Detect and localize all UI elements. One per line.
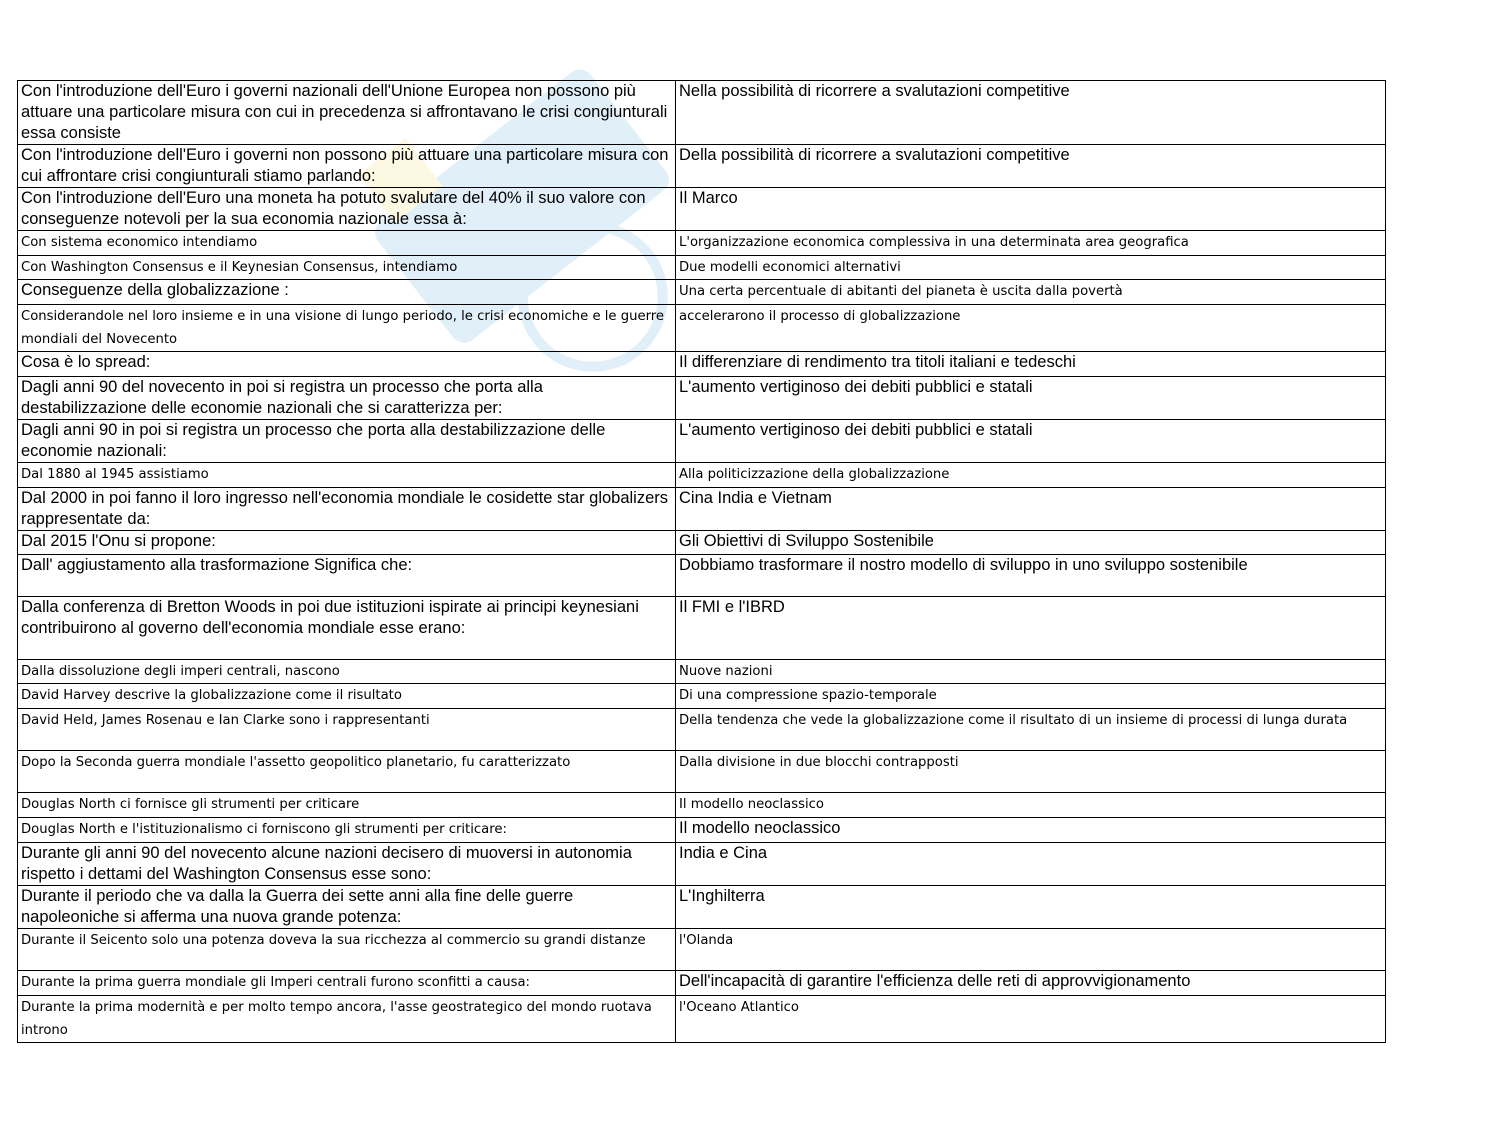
question-cell: Douglas North e l'istituzionalismo ci forniscono gli strumenti per criticare: — [18, 818, 676, 843]
question-cell: Durante gli anni 90 del novecento alcune nazioni decisero di muoversi in autonomia rispetto i dettami del Washington Consensus esse sono: — [18, 843, 676, 886]
answer-cell: Della possibilità di ricorrere a svalutazioni competitive — [676, 145, 1386, 188]
question-cell: Dalla conferenza di Bretton Woods in poi due istituzioni ispirate ai principi keynesiani contribuirono al governo dell'economia mondiale esse erano: — [18, 597, 676, 660]
table-row — [18, 81, 1386, 145]
question-cell: David Harvey descrive la globalizzazione come il risultato — [18, 684, 676, 709]
answer-cell: Cina India e Vietnam — [676, 488, 1386, 531]
table-row — [18, 660, 1386, 684]
table-row — [18, 597, 1386, 660]
question-cell: Dagli anni 90 del novecento in poi si registra un processo che porta alla destabilizzazione delle economie nazionali che si caratterizza per: — [18, 377, 676, 420]
question-cell: Durante il Seicento solo una potenza doveva la sua ricchezza al commercio su grandi distanze — [18, 929, 676, 971]
answer-cell: Il differenziare di rendimento tra titoli italiani e tedeschi — [676, 352, 1386, 377]
table-row — [18, 709, 1386, 751]
table-row — [18, 843, 1386, 886]
table-row — [18, 684, 1386, 709]
question-cell: David Held, James Rosenau e Ian Clarke sono i rappresentanti — [18, 709, 676, 751]
answer-cell: India e Cina — [676, 843, 1386, 886]
answer-cell: Della tendenza che vede la globalizzazione come il risultato di un insieme di processi di lunga durata — [676, 709, 1386, 751]
question-cell: Dal 1880 al 1945 assistiamo — [18, 463, 676, 488]
table-row — [18, 929, 1386, 971]
table-row — [18, 463, 1386, 488]
table-row — [18, 531, 1386, 555]
question-cell: Durante la prima modernità e per molto tempo ancora, l'asse geostrategico del mondo ruotava introno — [18, 996, 676, 1043]
table-row — [18, 280, 1386, 305]
answer-cell: Una certa percentuale di abitanti del pianeta è uscita dalla povertà — [676, 280, 1386, 305]
question-cell: Durante la prima guerra mondiale gli Imperi centrali furono sconfitti a causa: — [18, 971, 676, 996]
answer-cell: Il FMI e l'IBRD — [676, 597, 1386, 660]
question-cell: Con l'introduzione dell'Euro i governi nazionali dell'Unione Europea non possono più attuare una particolare misura con cui in precedenza si affrontavano le crisi congiunturali essa consiste — [18, 81, 676, 145]
answer-cell: Due modelli economici alternativi — [676, 256, 1386, 280]
question-cell: Dal 2000 in poi fanno il loro ingresso nell'economia mondiale le cosidette star globalizers rappresentate da: — [18, 488, 676, 531]
answer-cell: Il modello neoclassico — [676, 793, 1386, 818]
table-row — [18, 305, 1386, 352]
answer-cell: accelerarono il processo di globalizzazione — [676, 305, 1386, 352]
table-row — [18, 420, 1386, 463]
answer-cell: Il Marco — [676, 188, 1386, 231]
answer-cell: Il modello neoclassico — [676, 818, 1386, 843]
question-cell: Con l'introduzione dell'Euro i governi non possono più attuare una particolare misura con cui affrontare crisi congiunturali stiamo parlando: — [18, 145, 676, 188]
question-cell: Dall' aggiustamento alla trasformazione Significa che: — [18, 555, 676, 597]
qa-table — [17, 80, 1386, 1043]
question-cell: Con Washington Consensus e il Keynesian Consensus, intendiamo — [18, 256, 676, 280]
table-row — [18, 231, 1386, 256]
answer-cell: L'Inghilterra — [676, 886, 1386, 929]
answer-cell: L'aumento vertiginoso dei debiti pubblici e statali — [676, 377, 1386, 420]
question-cell: Dal 2015 l'Onu si propone: — [18, 531, 676, 555]
question-cell: Considerandole nel loro insieme e in una visione di lungo periodo, le crisi economiche e le guerre mondiali del Novecento — [18, 305, 676, 352]
question-cell: Durante il periodo che va dalla la Guerra dei sette anni alla fine delle guerre napoleoniche si afferma una nuova grande potenza: — [18, 886, 676, 929]
table-row — [18, 971, 1386, 996]
answer-cell: l'Oceano Atlantico — [676, 996, 1386, 1043]
table-row — [18, 996, 1386, 1043]
answer-cell: Gli Obiettivi di Sviluppo Sostenibile — [676, 531, 1386, 555]
answer-cell: Nella possibilità di ricorrere a svalutazioni competitive — [676, 81, 1386, 145]
table-row — [18, 793, 1386, 818]
question-cell: Con l'introduzione dell'Euro una moneta ha potuto svalutare del 40% il suo valore con conseguenze notevoli per la sua economia nazionale essa à: — [18, 188, 676, 231]
table-row — [18, 751, 1386, 793]
answer-cell: Dalla divisione in due blocchi contrapposti — [676, 751, 1386, 793]
table-row — [18, 886, 1386, 929]
table-row — [18, 188, 1386, 231]
table-row — [18, 555, 1386, 597]
table-row — [18, 377, 1386, 420]
answer-cell: Dobbiamo trasformare il nostro modello di sviluppo in uno sviluppo sostenibile — [676, 555, 1386, 597]
question-cell: Dopo la Seconda guerra mondiale l'assetto geopolitico planetario, fu caratterizzato — [18, 751, 676, 793]
question-cell: Dagli anni 90 in poi si registra un processo che porta alla destabilizzazione delle economie nazionali: — [18, 420, 676, 463]
answer-cell: L'aumento vertiginoso dei debiti pubblici e statali — [676, 420, 1386, 463]
question-cell: Cosa è lo spread: — [18, 352, 676, 377]
answer-cell: Alla politicizzazione della globalizzazione — [676, 463, 1386, 488]
answer-cell: Di una compressione spazio-temporale — [676, 684, 1386, 709]
table-row — [18, 352, 1386, 377]
question-cell: Dalla dissoluzione degli imperi centrali, nascono — [18, 660, 676, 684]
table-row — [18, 488, 1386, 531]
table-row — [18, 818, 1386, 843]
question-cell: Douglas North ci fornisce gli strumenti per criticare — [18, 793, 676, 818]
table-row — [18, 256, 1386, 280]
answer-cell: Dell'incapacità di garantire l'efficienza delle reti di approvvigionamento — [676, 971, 1386, 996]
answer-cell: Nuove nazioni — [676, 660, 1386, 684]
answer-cell: L'organizzazione economica complessiva in una determinata area geografica — [676, 231, 1386, 256]
answer-cell: l'Olanda — [676, 929, 1386, 971]
question-cell: Con sistema economico intendiamo — [18, 231, 676, 256]
question-cell: Conseguenze della globalizzazione : — [18, 280, 676, 305]
table-row — [18, 145, 1386, 188]
